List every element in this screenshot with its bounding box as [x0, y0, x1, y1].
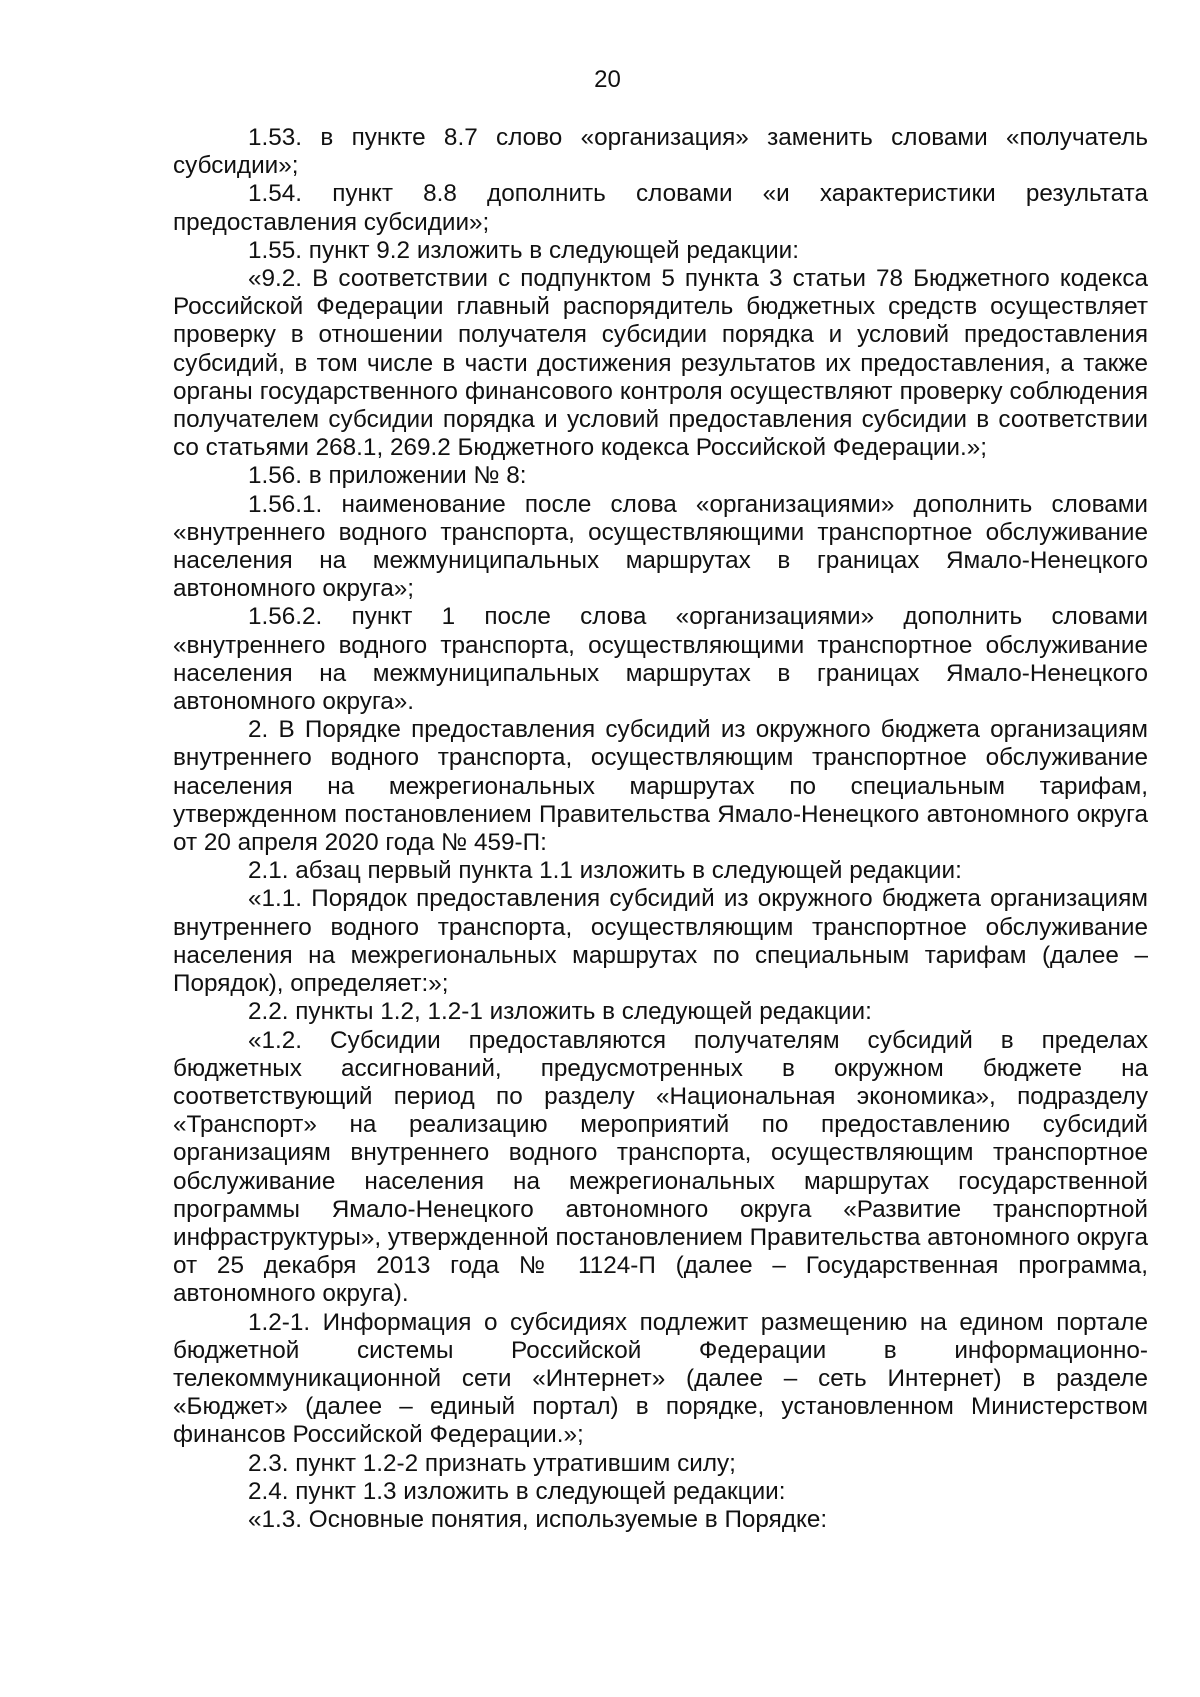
paragraph-1-2-1: 1.2-1. Информация о субсидиях подлежит размещению на едином портале бюджетной системы Российской Федерации в информационно-телекоммуникационной сети «Интернет» (далее – сеть Интернет) в разделе «Бюджет» (далее – единый портал) в порядке, установленном Министерством финансов Российской Федерации.»; [173, 1308, 1148, 1449]
paragraph-2-3: 2.3. пункт 1.2-2 признать утратившим силу; [248, 1449, 736, 1477]
paragraph-1-56: 1.56. в приложении № 8: [248, 462, 527, 490]
paragraph-9-2-quote: «9.2. В соответствии с подпунктом 5 пункта 3 статьи 78 Бюджетного кодекса Российской Федерации главный распорядитель бюджетных средств осуществляет проверку в отношении получателя субсидии порядка и условий предоставления субсидий, в том числе в части достижения результатов их предоставления, а также органы государственного финансового контроля осуществляют проверку соблюдения получателем субсидии порядка и условий предоставления субсидии в соответствии со статьями 268.1, 269.2 Бюджетного кодекса Российской Федерации.»; [173, 265, 1148, 462]
paragraph-1-2-quote: «1.2. Субсидии предоставляются получателям субсидий в пределах бюджетных ассигнований, предусмотренных в окружном бюджете на соответствующий период по разделу «Национальная экономика», подразделу «Транспорт» на реализацию мероприятий по предоставлению субсидий организациям внутреннего водного транспорта, осуществляющим транспортное обслуживание населения на межрегиональных маршрутах государственной программы Ямало-Ненецкого автономного округа «Развитие транспортной инфраструктуры», утвержденной постановлением Правительства автономного округа от 25 декабря 2013 года № 1124-П (далее – Государственная программа, автономного округа). [173, 1026, 1148, 1308]
paragraph-1-55: 1.55. пункт 9.2 изложить в следующей редакции: [248, 236, 799, 264]
paragraph-1-56-1: 1.56.1. наименование после слова «организациями» дополнить словами «внутреннего водного транспорта, осуществляющими транспортное обслуживание населения на межмуниципальных маршрутах в границах Ямало-Ненецкого автономного округа»; [173, 490, 1148, 603]
paragraph-2-1: 2.1. абзац первый пункта 1.1 изложить в следующей редакции: [248, 857, 962, 885]
paragraph-2-4: 2.4. пункт 1.3 изложить в следующей редакции: [248, 1477, 786, 1505]
paragraph-1-56-2: 1.56.2. пункт 1 после слова «организациями» дополнить словами «внутреннего водного транспорта, осуществляющими транспортное обслуживание населения на межмуниципальных маршрутах в границах Ямало-Ненецкого автономного округа». [173, 603, 1148, 716]
paragraph-1-54: 1.54. пункт 8.8 дополнить словами «и характеристики результата предоставления субсидии»; [173, 180, 1148, 236]
document-body [173, 124, 1148, 1534]
page-number: 20 [594, 66, 621, 93]
paragraph-1-1-quote: «1.1. Порядок предоставления субсидий из окружного бюджета организациям внутреннего водного транспорта, осуществляющим транспортное обслуживание населения на межрегиональных маршрутах по специальным тарифам (далее – Порядок), определяет:»; [173, 885, 1148, 998]
paragraph-1-3-quote: «1.3. Основные понятия, используемые в Порядке: [248, 1505, 828, 1533]
paragraph-1-53: 1.53. в пункте 8.7 слово «организация» заменить словами «получатель субсидии»; [173, 124, 1148, 180]
paragraph-2: 2. В Порядке предоставления субсидий из окружного бюджета организациям внутреннего водного транспорта, осуществляющим транспортное обслуживание населения на межрегиональных маршрутах по специальным тарифам, утвержденном постановлением Правительства Ямало-Ненецкого автономного округа от 20 апреля 2020 года № 459-П: [173, 716, 1148, 857]
paragraph-2-2: 2.2. пункты 1.2, 1.2-1 изложить в следующей редакции: [248, 998, 872, 1026]
